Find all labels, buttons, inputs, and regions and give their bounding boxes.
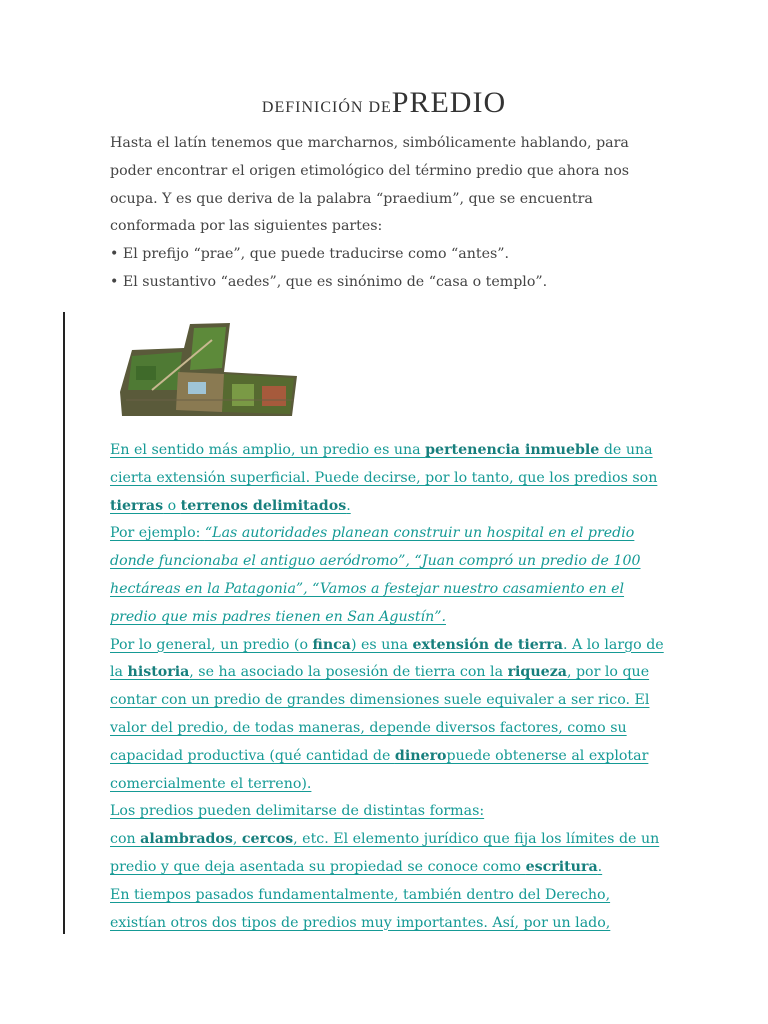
aerial-photo <box>112 320 302 420</box>
keyword-link[interactable]: alambrados <box>140 831 233 848</box>
paragraph-examples <box>110 520 670 631</box>
text-span: ) es una <box>350 636 413 653</box>
title-main: PREDIO <box>391 86 507 119</box>
keyword-link[interactable]: cercos <box>241 831 294 848</box>
keyword-link[interactable]: historia <box>127 664 190 681</box>
main-body <box>110 437 670 937</box>
intro-section <box>110 130 670 297</box>
intro-bullet: • El sustantivo “aedes”, que es sinónimo de “casa o templo”. <box>110 273 548 290</box>
keyword-link[interactable]: escritura <box>525 858 598 875</box>
text-span: . A lo largo de la <box>110 636 664 681</box>
text-span: de una cierta extensión superficial. Puede decirse, por lo tanto, que los predios son <box>110 442 658 486</box>
keyword-link[interactable]: finca <box>312 636 351 653</box>
keyword-link[interactable]: dinero <box>394 747 447 764</box>
text-span: o <box>163 497 181 514</box>
intro-bullet: • El prefijo “prae”, que puede traducirse como “antes”. <box>110 246 510 263</box>
keyword-link[interactable]: riqueza <box>507 664 567 681</box>
paragraph-delimit: Los predios pueden delimitarse de distintas formas: <box>110 803 485 820</box>
text-span: Por ejemplo: <box>110 525 205 542</box>
text-span: , se ha asociado la posesión de tierra con la <box>189 664 508 681</box>
text-span: , <box>232 831 242 848</box>
page-title <box>0 86 768 120</box>
keyword-link[interactable]: pertenencia inmueble <box>425 442 600 458</box>
paragraph-history: En tiempos pasados fundamentalmente, también dentro del Derecho, existían otros dos tipos de predios muy importantes. Así, por un lado, <box>110 886 611 931</box>
title-prefix: DEFINICIÓN DE <box>261 99 392 116</box>
text-span: puede obtenerse al explotar comercialmente el terreno). <box>110 747 649 792</box>
keyword-link[interactable]: tierras <box>110 497 164 514</box>
paragraph-definition <box>110 437 670 520</box>
text-span: , etc. El elemento jurídico que fija los límites de un predio y que deja asentada su propiedad se conoce como <box>110 831 660 875</box>
text-span: . <box>346 497 351 514</box>
text-span: . <box>597 858 603 875</box>
text-span: con <box>110 831 141 848</box>
text-span: , por lo que contar con un predio de grandes dimensiones suele equivaler a ser rico. El valor del predio, de todas maneras, depende diversos factores, como su capacidad productiva (qué cantidad de <box>110 664 650 764</box>
keyword-link[interactable]: extensión de tierra <box>412 636 563 653</box>
text-span: En el sentido más amplio, un predio es una <box>110 442 426 458</box>
text-span: Por lo general, un predio (o <box>110 636 313 653</box>
keyword-link[interactable]: terrenos delimitados <box>180 497 347 514</box>
left-divider <box>63 312 65 934</box>
paragraph-general <box>110 632 670 799</box>
example-quotes: “Las autoridades planean construir un hospital en el predio donde funcionaba el antiguo aeródromo”, “Juan compró un predio de 100 hectáreas en la Patagonia”, “Vamos a festejar nuestro casamiento en el predio que mis padres tienen en San Agustín”. <box>110 525 641 625</box>
intro-paragraph: Hasta el latín tenemos que marcharnos, simbólicamente hablando, para poder encontrar el origen etimológico del término predio que ahora nos ocupa. Y es que deriva de la palabra “praedium”, que se encuentra conformada por las siguientes partes: <box>110 135 630 235</box>
paragraph-boundaries <box>110 826 670 882</box>
